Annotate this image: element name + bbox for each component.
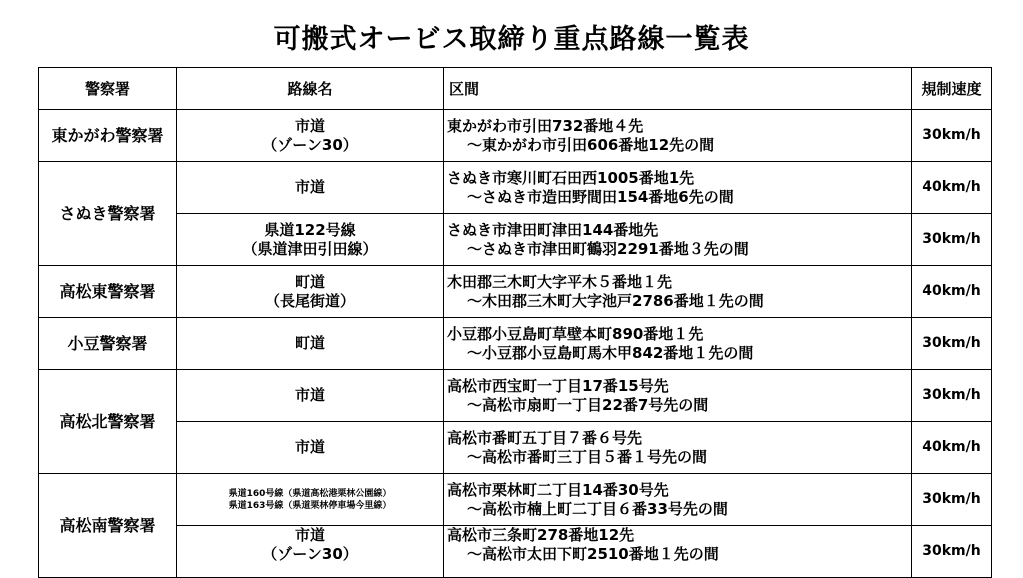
route-name: 市道	[294, 526, 325, 544]
speed-cell: 30km/h	[912, 474, 992, 526]
route-cell: 町道	[177, 318, 444, 370]
route-cell: 市道	[177, 422, 444, 474]
section-from: 高松市栗林町二丁目14番30号先	[447, 480, 669, 499]
station-cell: 高松北警察署	[39, 370, 177, 474]
speed-cell: 30km/h	[912, 318, 992, 370]
route-cell: 市道	[177, 370, 444, 422]
station-cell: 小豆警察署	[39, 318, 177, 370]
table-row	[39, 318, 992, 370]
header-station: 警察署	[39, 68, 177, 110]
table-row	[39, 526, 992, 578]
speed-cell: 40km/h	[912, 422, 992, 474]
section-to: ～木田郡三木町大字池戸2786番地１先の間	[467, 291, 764, 310]
route-name: 市道	[294, 116, 325, 135]
section-cell	[444, 474, 912, 526]
table-row	[39, 266, 992, 318]
route-note: （県道津田引田線）	[242, 239, 378, 258]
section-from: 高松市西宝町一丁目17番15号先	[447, 376, 669, 395]
header-section: 区間	[444, 68, 912, 110]
page-title: 可搬式オービス取締り重点路線一覧表	[273, 24, 750, 55]
section-from: 高松市番町五丁目７番６号先	[447, 428, 643, 447]
route-note: （ゾーン30）	[262, 135, 358, 154]
section-to: ～高松市扇町一丁目22番7号先の間	[467, 395, 709, 414]
speed-cell: 30km/h	[912, 370, 992, 422]
section-cell	[444, 422, 912, 474]
table-row	[39, 214, 992, 266]
section-from: 小豆郡小豆島町草壁本町890番地１先	[447, 324, 704, 343]
section-from: さぬき市寒川町石田西1005番地1先	[447, 168, 695, 187]
route-cell	[177, 474, 444, 526]
section-cell	[444, 214, 912, 266]
speed-cell: 30km/h	[912, 526, 992, 578]
route-cell	[177, 214, 444, 266]
table-row	[39, 422, 992, 474]
section-cell	[444, 162, 912, 214]
route-note: （ゾーン30）	[262, 545, 358, 563]
station-cell: さぬき警察署	[39, 162, 177, 266]
section-cell	[444, 318, 912, 370]
section-to: ～高松市太田下町2510番地１先の間	[467, 545, 719, 563]
table-row	[39, 370, 992, 422]
speed-cell: 30km/h	[912, 214, 992, 266]
section-to: ～高松市楠上町二丁目６番33号先の間	[467, 499, 728, 518]
header-route: 路線名	[177, 68, 444, 110]
speed-cell: 40km/h	[912, 266, 992, 318]
station-cell: 東かがわ警察署	[39, 110, 177, 162]
route-cell	[177, 110, 444, 162]
station-cell: 高松南警察署	[39, 474, 177, 578]
section-to: ～さぬき市造田野間田154番地6先の間	[467, 187, 734, 206]
section-cell	[444, 370, 912, 422]
route-note: （長尾街道）	[264, 291, 355, 310]
section-from: 東かがわ市引田732番地４先	[447, 116, 644, 135]
section-to: ～高松市番町三丁目５番１号先の間	[467, 447, 708, 466]
section-from: さぬき市津田町津田144番地先	[447, 220, 659, 239]
route-cell	[177, 526, 444, 578]
section-to: ～東かがわ市引田606番地12先の間	[467, 135, 715, 154]
speed-cell: 30km/h	[912, 110, 992, 162]
station-cell: 高松東警察署	[39, 266, 177, 318]
section-cell	[444, 266, 912, 318]
table-row	[39, 110, 992, 162]
route-name: 県道160号線（県道高松港栗林公園線）	[228, 488, 392, 499]
section-to: ～小豆郡小豆島町馬木甲842番地１先の間	[467, 343, 754, 362]
section-cell	[444, 110, 912, 162]
orbis-route-table	[38, 67, 992, 578]
header-row	[39, 68, 992, 110]
section-to: ～さぬき市津田町鶴羽2291番地３先の間	[467, 239, 749, 258]
table-row	[39, 162, 992, 214]
route-name: 町道	[294, 272, 325, 291]
speed-cell: 40km/h	[912, 162, 992, 214]
table-row	[39, 474, 992, 526]
header-speed: 規制速度	[912, 68, 992, 110]
route-name: 県道122号線	[264, 220, 356, 239]
route-name: 県道163号線（県道栗林停車場今里線）	[228, 500, 392, 511]
section-from: 高松市三条町278番地12先	[447, 526, 635, 544]
section-from: 木田郡三木町大字平木５番地１先	[447, 272, 673, 291]
route-cell: 市道	[177, 162, 444, 214]
section-cell	[444, 526, 912, 578]
route-cell	[177, 266, 444, 318]
